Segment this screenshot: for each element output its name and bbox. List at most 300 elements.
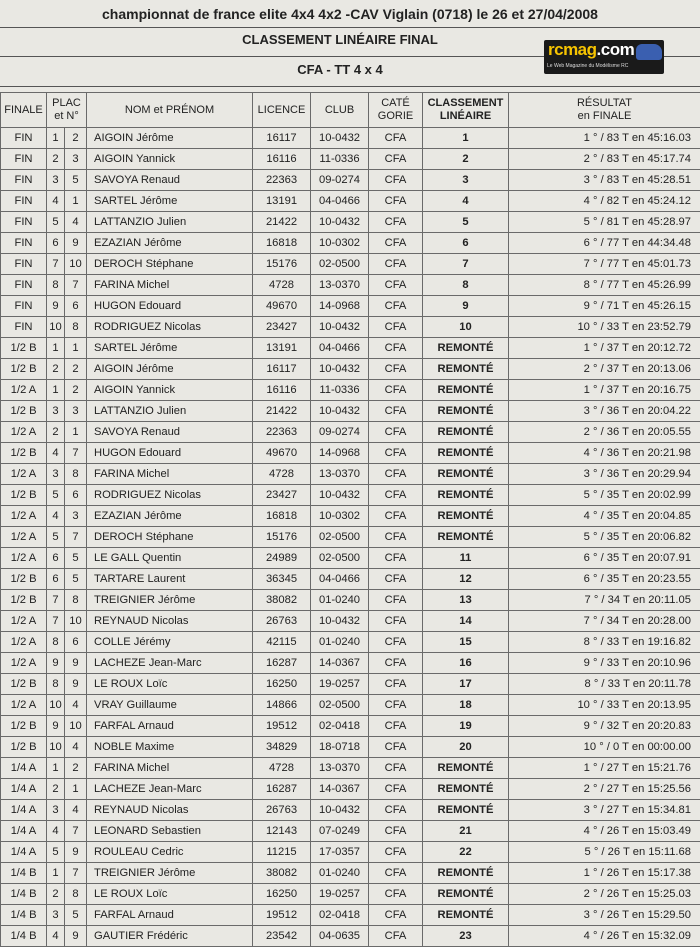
cell-finale: 1/2 A: [1, 653, 47, 674]
cell-club: 01-0240: [311, 590, 369, 611]
cell-finale: 1/2 A: [1, 611, 47, 632]
cell-finale: FIN: [1, 212, 47, 233]
cell-finale: FIN: [1, 254, 47, 275]
cell-finale: 1/2 A: [1, 527, 47, 548]
cell-num: 7: [65, 527, 87, 548]
cell-nom: LATTANZIO Julien: [87, 401, 253, 422]
cell-categorie: CFA: [369, 317, 423, 338]
cell-finale: FIN: [1, 317, 47, 338]
cell-categorie: CFA: [369, 548, 423, 569]
cell-resultat: 10 ° / 0 T en 00:00.00: [509, 737, 700, 758]
cell-nom: AIGOIN Jérôme: [87, 128, 253, 149]
cell-categorie: CFA: [369, 443, 423, 464]
cell-num: 7: [65, 275, 87, 296]
cell-classement: REMONTÉ: [423, 464, 509, 485]
table-header-row: [1, 93, 700, 128]
cell-club: 02-0500: [311, 527, 369, 548]
cell-categorie: CFA: [369, 485, 423, 506]
cell-licence: 38082: [253, 590, 311, 611]
cell-plac: 3: [47, 401, 65, 422]
cell-resultat: 1 ° / 83 T en 45:16.03: [509, 128, 700, 149]
cell-nom: FARINA Michel: [87, 275, 253, 296]
cell-club: 09-0274: [311, 170, 369, 191]
cell-licence: 15176: [253, 527, 311, 548]
cell-categorie: CFA: [369, 338, 423, 359]
cell-nom: COLLE Jérémy: [87, 632, 253, 653]
cell-resultat: 1 ° / 37 T en 20:12.72: [509, 338, 700, 359]
cell-licence: 34829: [253, 737, 311, 758]
cell-nom: ROULEAU Cedric: [87, 842, 253, 863]
cell-club: 02-0500: [311, 695, 369, 716]
cell-categorie: CFA: [369, 779, 423, 800]
cell-classement: REMONTÉ: [423, 884, 509, 905]
cell-classement: REMONTÉ: [423, 380, 509, 401]
cell-plac: 3: [47, 800, 65, 821]
cell-categorie: CFA: [369, 842, 423, 863]
cell-club: 14-0367: [311, 779, 369, 800]
results-table: [0, 92, 700, 947]
cell-club: 10-0302: [311, 506, 369, 527]
cell-classement: 9: [423, 296, 509, 317]
cell-nom: FARFAL Arnaud: [87, 716, 253, 737]
table-row: [1, 611, 700, 632]
cell-finale: 1/2 B: [1, 485, 47, 506]
cell-finale: 1/2 B: [1, 716, 47, 737]
cell-num: 4: [65, 800, 87, 821]
cell-classement: 3: [423, 170, 509, 191]
cell-num: 5: [65, 905, 87, 926]
cell-categorie: CFA: [369, 296, 423, 317]
cell-plac: 4: [47, 926, 65, 947]
cell-plac: 1: [47, 863, 65, 884]
cell-club: 10-0432: [311, 317, 369, 338]
cell-classement: 23: [423, 926, 509, 947]
cell-resultat: 3 ° / 83 T en 45:28.51: [509, 170, 700, 191]
cell-club: 07-0249: [311, 821, 369, 842]
cell-resultat: 3 ° / 36 T en 20:29.94: [509, 464, 700, 485]
cell-club: 10-0302: [311, 233, 369, 254]
cell-club: 02-0418: [311, 905, 369, 926]
cell-plac: 2: [47, 884, 65, 905]
cell-nom: VRAY Guillaume: [87, 695, 253, 716]
cell-finale: 1/4 A: [1, 842, 47, 863]
cell-categorie: CFA: [369, 821, 423, 842]
table-row: [1, 128, 700, 149]
cell-licence: 26763: [253, 611, 311, 632]
cell-finale: 1/2 B: [1, 338, 47, 359]
table-row: [1, 464, 700, 485]
cell-resultat: 9 ° / 71 T en 45:26.15: [509, 296, 700, 317]
cell-nom: LEONARD Sebastien: [87, 821, 253, 842]
cell-categorie: CFA: [369, 758, 423, 779]
cell-licence: 14866: [253, 695, 311, 716]
table-row: [1, 653, 700, 674]
cell-plac: 1: [47, 380, 65, 401]
category-rule: [0, 86, 700, 87]
cell-nom: SAVOYA Renaud: [87, 170, 253, 191]
cell-nom: LE ROUX Loïc: [87, 674, 253, 695]
cell-licence: 16287: [253, 653, 311, 674]
table-row: [1, 422, 700, 443]
cell-num: 4: [65, 212, 87, 233]
cell-resultat: 5 ° / 26 T en 15:11.68: [509, 842, 700, 863]
cell-club: 09-0274: [311, 422, 369, 443]
cell-resultat: 8 ° / 33 T en 19:16.82: [509, 632, 700, 653]
cell-finale: 1/2 B: [1, 569, 47, 590]
cell-num: 8: [65, 590, 87, 611]
cell-finale: 1/2 B: [1, 737, 47, 758]
cell-plac: 7: [47, 590, 65, 611]
table-row: [1, 926, 700, 947]
cell-resultat: 6 ° / 77 T en 44:34.48: [509, 233, 700, 254]
cell-resultat: 2 ° / 27 T en 15:25.56: [509, 779, 700, 800]
header-finale: FINALE: [1, 93, 47, 128]
cell-nom: SARTEL Jérôme: [87, 191, 253, 212]
cell-num: 9: [65, 842, 87, 863]
cell-categorie: CFA: [369, 884, 423, 905]
cell-licence: 15176: [253, 254, 311, 275]
table-row: [1, 695, 700, 716]
cell-classement: REMONTÉ: [423, 779, 509, 800]
cell-num: 9: [65, 653, 87, 674]
cell-classement: 13: [423, 590, 509, 611]
cell-finale: 1/4 A: [1, 821, 47, 842]
cell-classement: 18: [423, 695, 509, 716]
cell-nom: LACHEZE Jean-Marc: [87, 653, 253, 674]
cell-plac: 6: [47, 233, 65, 254]
cell-nom: FARINA Michel: [87, 464, 253, 485]
cell-resultat: 1 ° / 26 T en 15:17.38: [509, 863, 700, 884]
cell-categorie: CFA: [369, 527, 423, 548]
cell-licence: 23427: [253, 485, 311, 506]
cell-categorie: CFA: [369, 359, 423, 380]
cell-plac: 2: [47, 779, 65, 800]
cell-plac: 1: [47, 338, 65, 359]
title-rule: [0, 27, 700, 28]
cell-club: 10-0432: [311, 128, 369, 149]
cell-num: 7: [65, 443, 87, 464]
cell-plac: 8: [47, 632, 65, 653]
cell-resultat: 7 ° / 34 T en 20:11.05: [509, 590, 700, 611]
cell-finale: 1/4 B: [1, 884, 47, 905]
cell-finale: 1/4 B: [1, 926, 47, 947]
cell-classement: 12: [423, 569, 509, 590]
cell-club: 02-0418: [311, 716, 369, 737]
cell-nom: AIGOIN Yannick: [87, 149, 253, 170]
cell-num: 4: [65, 737, 87, 758]
cell-licence: 16287: [253, 779, 311, 800]
cell-classement: 7: [423, 254, 509, 275]
cell-categorie: CFA: [369, 905, 423, 926]
cell-classement: 8: [423, 275, 509, 296]
cell-resultat: 2 ° / 36 T en 20:05.55: [509, 422, 700, 443]
cell-resultat: 10 ° / 33 T en 23:52.79: [509, 317, 700, 338]
cell-nom: LE ROUX Loïc: [87, 884, 253, 905]
cell-resultat: 5 ° / 35 T en 20:02.99: [509, 485, 700, 506]
cell-nom: HUGON Edouard: [87, 296, 253, 317]
cell-classement: 11: [423, 548, 509, 569]
cell-club: 19-0257: [311, 674, 369, 695]
cell-nom: REYNAUD Nicolas: [87, 800, 253, 821]
cell-num: 2: [65, 758, 87, 779]
cell-classement: REMONTÉ: [423, 485, 509, 506]
cell-licence: 21422: [253, 401, 311, 422]
cell-num: 5: [65, 170, 87, 191]
cell-categorie: CFA: [369, 191, 423, 212]
cell-resultat: 1 ° / 27 T en 15:21.76: [509, 758, 700, 779]
table-row: [1, 443, 700, 464]
cell-finale: 1/4 B: [1, 905, 47, 926]
cell-licence: 23427: [253, 317, 311, 338]
cell-categorie: CFA: [369, 590, 423, 611]
cell-club: 11-0336: [311, 380, 369, 401]
cell-plac: 5: [47, 212, 65, 233]
cell-nom: DEROCH Stéphane: [87, 527, 253, 548]
cell-finale: 1/2 B: [1, 674, 47, 695]
cell-num: 2: [65, 359, 87, 380]
cell-licence: 4728: [253, 464, 311, 485]
cell-plac: 4: [47, 191, 65, 212]
cell-classement: REMONTÉ: [423, 401, 509, 422]
cell-nom: TREIGNIER Jérôme: [87, 863, 253, 884]
cell-resultat: 5 ° / 35 T en 20:06.82: [509, 527, 700, 548]
cell-num: 3: [65, 149, 87, 170]
cell-club: 14-0968: [311, 296, 369, 317]
cell-licence: 22363: [253, 170, 311, 191]
cell-plac: 4: [47, 443, 65, 464]
cell-resultat: 3 ° / 36 T en 20:04.22: [509, 401, 700, 422]
cell-classement: 10: [423, 317, 509, 338]
cell-club: 04-0635: [311, 926, 369, 947]
cell-finale: 1/4 A: [1, 779, 47, 800]
logo-tagline: Le Web Magazine du Modélisme RC: [547, 63, 628, 69]
cell-num: 8: [65, 317, 87, 338]
cell-finale: FIN: [1, 296, 47, 317]
cell-finale: 1/4 A: [1, 758, 47, 779]
cell-num: 9: [65, 674, 87, 695]
cell-nom: EZAZIAN Jérôme: [87, 506, 253, 527]
cell-categorie: CFA: [369, 569, 423, 590]
cell-nom: SARTEL Jérôme: [87, 338, 253, 359]
cell-classement: REMONTÉ: [423, 506, 509, 527]
cell-num: 1: [65, 422, 87, 443]
cell-finale: 1/2 B: [1, 359, 47, 380]
cell-resultat: 3 ° / 26 T en 15:29.50: [509, 905, 700, 926]
cell-plac: 1: [47, 128, 65, 149]
cell-club: 10-0432: [311, 800, 369, 821]
cell-finale: 1/2 A: [1, 695, 47, 716]
table-row: [1, 527, 700, 548]
cell-nom: SAVOYA Renaud: [87, 422, 253, 443]
cell-finale: 1/2 A: [1, 506, 47, 527]
cell-nom: HUGON Edouard: [87, 443, 253, 464]
cell-classement: 15: [423, 632, 509, 653]
table-row: [1, 212, 700, 233]
cell-classement: 17: [423, 674, 509, 695]
cell-num: 10: [65, 611, 87, 632]
cell-plac: 10: [47, 737, 65, 758]
cell-licence: 16818: [253, 233, 311, 254]
cell-num: 3: [65, 401, 87, 422]
cell-nom: GAUTIER Frédéric: [87, 926, 253, 947]
table-row: [1, 905, 700, 926]
cell-resultat: 6 ° / 35 T en 20:23.55: [509, 569, 700, 590]
cell-plac: 6: [47, 569, 65, 590]
cell-finale: FIN: [1, 233, 47, 254]
cell-plac: 8: [47, 674, 65, 695]
cell-club: 02-0500: [311, 254, 369, 275]
cell-num: 10: [65, 254, 87, 275]
cell-club: 04-0466: [311, 191, 369, 212]
cell-categorie: CFA: [369, 233, 423, 254]
cell-plac: 2: [47, 422, 65, 443]
cell-licence: 24989: [253, 548, 311, 569]
cell-finale: 1/2 A: [1, 422, 47, 443]
cell-resultat: 1 ° / 37 T en 20:16.75: [509, 380, 700, 401]
cell-plac: 2: [47, 149, 65, 170]
page-subtitle: CLASSEMENT LINÉAIRE FINAL: [160, 32, 520, 47]
cell-nom: EZAZIAN Jérôme: [87, 233, 253, 254]
cell-licence: 16250: [253, 884, 311, 905]
cell-num: 2: [65, 380, 87, 401]
cell-licence: 21422: [253, 212, 311, 233]
cell-plac: 7: [47, 611, 65, 632]
cell-categorie: CFA: [369, 380, 423, 401]
cell-finale: 1/4 B: [1, 863, 47, 884]
table-row: [1, 548, 700, 569]
cell-classement: 2: [423, 149, 509, 170]
table-row: [1, 401, 700, 422]
cell-nom: AIGOIN Yannick: [87, 380, 253, 401]
cell-nom: FARFAL Arnaud: [87, 905, 253, 926]
header-nom: NOM et PRÉNOM: [87, 93, 253, 128]
table-row: [1, 800, 700, 821]
cell-resultat: 5 ° / 81 T en 45:28.97: [509, 212, 700, 233]
cell-resultat: 2 ° / 26 T en 15:25.03: [509, 884, 700, 905]
cell-club: 13-0370: [311, 758, 369, 779]
cell-num: 3: [65, 506, 87, 527]
cell-licence: 26763: [253, 800, 311, 821]
cell-plac: 3: [47, 905, 65, 926]
cell-classement: 14: [423, 611, 509, 632]
cell-resultat: 4 ° / 26 T en 15:32.09: [509, 926, 700, 947]
cell-num: 5: [65, 548, 87, 569]
cell-finale: FIN: [1, 149, 47, 170]
cell-club: 13-0370: [311, 464, 369, 485]
cell-plac: 9: [47, 716, 65, 737]
cell-classement: 21: [423, 821, 509, 842]
cell-nom: DEROCH Stéphane: [87, 254, 253, 275]
cell-num: 1: [65, 191, 87, 212]
cell-nom: RODRIGUEZ Nicolas: [87, 317, 253, 338]
cell-club: 11-0336: [311, 149, 369, 170]
cell-plac: 4: [47, 821, 65, 842]
cell-licence: 38082: [253, 863, 311, 884]
cell-resultat: 4 ° / 26 T en 15:03.49: [509, 821, 700, 842]
cell-licence: 12143: [253, 821, 311, 842]
cell-categorie: CFA: [369, 128, 423, 149]
cell-classement: REMONTÉ: [423, 422, 509, 443]
cell-nom: TREIGNIER Jérôme: [87, 590, 253, 611]
cell-club: 10-0432: [311, 212, 369, 233]
cell-categorie: CFA: [369, 464, 423, 485]
cell-plac: 5: [47, 842, 65, 863]
table-row: [1, 674, 700, 695]
table-row: [1, 737, 700, 758]
cell-licence: 16818: [253, 506, 311, 527]
cell-categorie: CFA: [369, 611, 423, 632]
cell-plac: 10: [47, 317, 65, 338]
cell-finale: FIN: [1, 275, 47, 296]
cell-licence: 16116: [253, 149, 311, 170]
cell-resultat: 6 ° / 35 T en 20:07.91: [509, 548, 700, 569]
cell-nom: TARTARE Laurent: [87, 569, 253, 590]
cell-num: 6: [65, 632, 87, 653]
cell-classement: REMONTÉ: [423, 359, 509, 380]
table-row: [1, 338, 700, 359]
cell-club: 13-0370: [311, 275, 369, 296]
cell-licence: 19512: [253, 716, 311, 737]
cell-categorie: CFA: [369, 926, 423, 947]
cell-nom: LACHEZE Jean-Marc: [87, 779, 253, 800]
cell-num: 10: [65, 716, 87, 737]
cell-finale: 1/2 A: [1, 632, 47, 653]
cell-club: 10-0432: [311, 485, 369, 506]
table-row: [1, 716, 700, 737]
cell-finale: 1/2 B: [1, 401, 47, 422]
cell-finale: FIN: [1, 191, 47, 212]
cell-classement: REMONTÉ: [423, 800, 509, 821]
cell-plac: 1: [47, 758, 65, 779]
table-row: [1, 170, 700, 191]
cell-licence: 23542: [253, 926, 311, 947]
cell-categorie: CFA: [369, 170, 423, 191]
table-row: [1, 359, 700, 380]
cell-resultat: 8 ° / 33 T en 20:11.78: [509, 674, 700, 695]
cell-licence: 16250: [253, 674, 311, 695]
cell-num: 1: [65, 338, 87, 359]
cell-num: 9: [65, 233, 87, 254]
cell-classement: REMONTÉ: [423, 443, 509, 464]
table-row: [1, 149, 700, 170]
cell-licence: 16116: [253, 380, 311, 401]
cell-resultat: 2 ° / 37 T en 20:13.06: [509, 359, 700, 380]
cell-categorie: CFA: [369, 422, 423, 443]
cell-num: 8: [65, 464, 87, 485]
cell-club: 14-0367: [311, 653, 369, 674]
cell-resultat: 2 ° / 83 T en 45:17.74: [509, 149, 700, 170]
cell-club: 17-0357: [311, 842, 369, 863]
cell-classement: 6: [423, 233, 509, 254]
cell-num: 5: [65, 569, 87, 590]
table-row: [1, 884, 700, 905]
cell-finale: 1/4 A: [1, 800, 47, 821]
cell-licence: 22363: [253, 422, 311, 443]
category-title: CFA - TT 4 x 4: [200, 62, 480, 77]
table-row: [1, 821, 700, 842]
cell-licence: 49670: [253, 296, 311, 317]
table-row: [1, 863, 700, 884]
table-row: [1, 842, 700, 863]
cell-resultat: 10 ° / 33 T en 20:13.95: [509, 695, 700, 716]
cell-resultat: 9 ° / 33 T en 20:10.96: [509, 653, 700, 674]
cell-num: 7: [65, 863, 87, 884]
table-row: [1, 254, 700, 275]
cell-plac: 9: [47, 653, 65, 674]
cell-num: 4: [65, 695, 87, 716]
cell-club: 10-0432: [311, 359, 369, 380]
table-row: [1, 506, 700, 527]
